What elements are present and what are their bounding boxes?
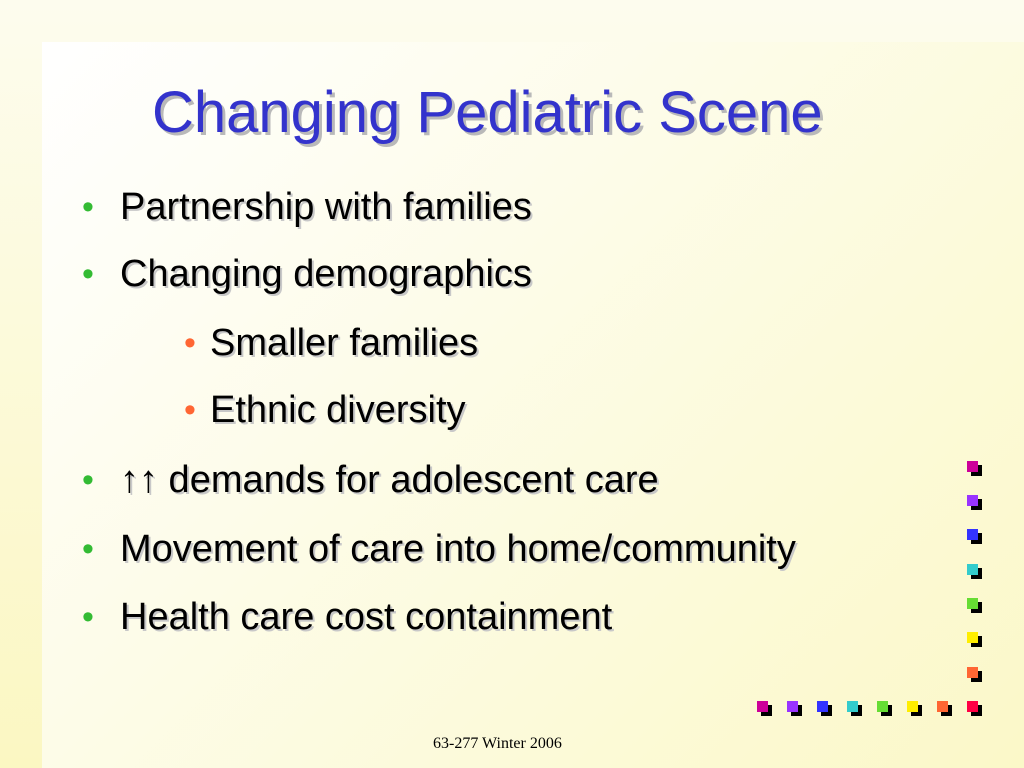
square-icon <box>967 667 978 678</box>
sub-bullet-marker: • <box>184 391 196 429</box>
square-icon <box>967 564 978 575</box>
sub-bullet-item <box>184 320 479 366</box>
square-icon <box>817 701 828 712</box>
bullet-item <box>82 184 532 230</box>
sub-bullet-marker: • <box>184 324 196 362</box>
sub-bullet-item <box>184 387 466 433</box>
square-icon <box>847 701 858 712</box>
square-icon <box>967 461 978 472</box>
square-icon <box>937 701 948 712</box>
square-icon <box>907 701 918 712</box>
square-icon <box>787 701 798 712</box>
bullet-marker: • <box>82 188 94 226</box>
square-icon <box>967 598 978 609</box>
bullet-text: Ethnic diversity <box>210 389 466 431</box>
bullet-marker: • <box>82 255 94 293</box>
bullet-item <box>82 251 532 297</box>
bullet-text: Movement of care into home/community <box>120 528 796 570</box>
bullet-item <box>82 594 613 640</box>
slide-footer: 63-277 Winter 2006 <box>433 735 562 752</box>
bullet-text: Changing demographics <box>120 253 532 295</box>
bullet-text: Partnership with families <box>120 186 532 228</box>
square-icon <box>757 701 768 712</box>
bullet-marker: • <box>82 461 94 499</box>
square-icon <box>967 632 978 643</box>
bullet-item <box>82 526 796 572</box>
bullet-text: ↑↑ demands for adolescent care <box>120 459 659 501</box>
square-icon <box>967 701 978 712</box>
square-icon <box>967 495 978 506</box>
bullet-text: Smaller families <box>210 322 479 364</box>
square-icon <box>877 701 888 712</box>
bullet-item <box>82 457 659 503</box>
square-icon <box>967 529 978 540</box>
bullet-marker: • <box>82 530 94 568</box>
bullet-text: Health care cost containment <box>120 596 613 638</box>
slide-title: Changing Pediatric Scene <box>152 80 823 145</box>
bullet-marker: • <box>82 598 94 636</box>
